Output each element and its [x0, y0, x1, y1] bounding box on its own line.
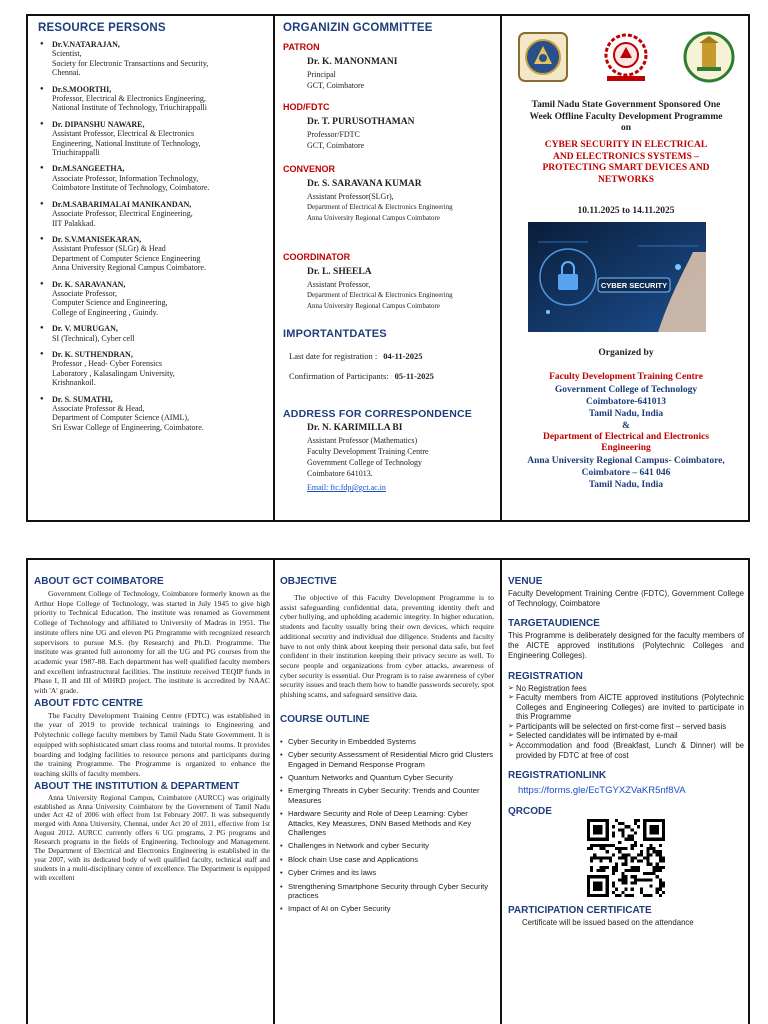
resource-person-detail: National Institute of Technology, Triuchirappalli	[52, 103, 207, 113]
topic-line: NETWORKS	[598, 174, 654, 185]
registration-date-value: 04-11-2025	[383, 351, 423, 361]
resource-person-detail: Associate Professor, Information Technology,	[52, 173, 199, 183]
registration-link-title: REGISTRATIONLINK	[508, 770, 607, 782]
programme-line: Tamil Nadu State Government Sponsored One	[531, 100, 721, 110]
registration-item: ➢ No Registration fees	[508, 684, 744, 694]
convenor-line: Assistant Professor(SLGr),	[307, 192, 394, 201]
about-institution-title: ABOUT THE INSTITUTION & DEPARTMENT	[34, 780, 240, 792]
coordinator-line: Department of Electrical & Electronics Engineering	[307, 291, 453, 299]
convenor-line: Department of Electrical & Electronics Engineering	[307, 203, 453, 211]
org1-line: Tamil Nadu, India	[588, 408, 664, 419]
course-topic: • Hardware Security and Role of Deep Learning: Cyber Attacks, Key Measures, DNN Based Methods and Key Challenges	[280, 809, 494, 837]
resource-person-detail: Professor, Electrical & Electronics Engineering,	[52, 94, 206, 104]
convenor-line: Anna University Regional Campus Coimbatore	[307, 214, 440, 222]
coordinator-line: Assistant Professor,	[307, 280, 371, 289]
certificate-title: PARTICIPATION CERTIFICATE	[508, 905, 652, 917]
target-audience-title: TARGETAUDIENCE	[508, 618, 600, 630]
about-institution-text: Anna University Regional Campus, Coimbatore (AURCC) was originally established as Anna University Coimbatore by the Government of Tamil Nadu under Act 42 of 2006 with effect from 1st February 2007. It was subsequently merged with Anna University, Chennai, under Act 20 of 2011, effective from 1st August 2012. AURCC currently offers 6 UG programs, 2 PG programs and Research programs in the fields of Engineering, Technology and Management. The Department of Electrical and Electronics Engineering is established in the year 2007, with its dedicated body of well qualified faculty, technical staff and students in a multi-disciplinary centre of excellence. The Department is equipped with excellent	[34, 793, 270, 882]
registration-date-row	[289, 346, 496, 366]
important-dates-block	[283, 328, 496, 386]
organized-by: Organized by	[598, 348, 654, 358]
convenor-role: CONVENOR	[283, 164, 336, 174]
hod-line: GCT, Coimbatore	[307, 141, 365, 150]
resource-person	[40, 85, 270, 113]
confirmation-date-value: 05-11-2025	[394, 371, 434, 381]
course-topic: • Challenges in Network and cyber Security	[280, 841, 494, 850]
resource-person-detail: Society for Electronic Transactions and Security,	[52, 58, 209, 68]
registration-link[interactable]: https://forms.gle/EcTGYXZVaKR5nf8VA	[518, 785, 686, 797]
resource-person-detail: Assistant Professor (SLGr) & Head	[52, 244, 166, 254]
committee-title: ORGANIZIN GCOMMITTEE	[283, 22, 433, 34]
resource-person	[40, 395, 270, 433]
course-topic: • Block chain Use case and Applications	[280, 855, 494, 864]
org1-name: Faculty Development Training Centre	[549, 372, 703, 382]
resource-person-detail: Professor , Head- Cyber Forensics	[52, 359, 162, 369]
patron-line: Principal	[307, 70, 336, 79]
patron-line: GCT, Coimbatore	[307, 81, 365, 90]
resource-person	[40, 164, 270, 192]
resource-person-detail: Department of Computer Science Engineering	[52, 253, 201, 263]
course-outline-title: COURSE OUTLINE	[280, 713, 370, 725]
patron-block	[283, 42, 496, 91]
organizers	[506, 372, 746, 491]
resource-person	[40, 350, 270, 388]
objective-title: OBJECTIVE	[280, 576, 337, 587]
programme-heading	[506, 100, 746, 135]
registration-list	[508, 684, 744, 761]
course-topic: • Cyber Crimes and its laws	[280, 868, 494, 877]
org2-name: Department of Electrical and Electronics	[542, 431, 710, 442]
resource-person-detail: IIT Palakkad.	[52, 218, 96, 228]
hod-line: Professor/FDTC	[307, 130, 360, 139]
resource-person-detail: Triuchirappalli	[52, 148, 100, 158]
registration-date-label: Last date for registration :	[289, 351, 378, 361]
about-fdtc-text: The Faculty Development Training Centre (FDTC) was established in the year of 2019 to provide technical trainings to Engineering and Polytechnic college faculty members by Tamil Nadu State Government. It is equipped with sophisticated smart class rooms and tutorial rooms. It provides boarding and lodging facilities to resource persons and participants during the training Programme. The Programme is organized to enhance the teaching skills of faculty members.	[34, 710, 270, 778]
registration-item: ➢ Participants will be selected on first-come first – served basis	[508, 722, 744, 732]
coordinator-line: Anna University Regional Campus Coimbatore	[307, 302, 440, 310]
org2-line: Anna University Regional Campus- Coimbatore,	[527, 455, 725, 466]
resource-person-detail: Anna University Regional Campus Coimbatore.	[52, 263, 206, 273]
qr-code-title: QRCODE	[508, 806, 552, 818]
resource-person	[40, 120, 270, 158]
resource-person-detail: Associate Professor, Electrical Engineering,	[52, 209, 193, 219]
resource-person-name: ● Dr.M.SANGEETHA,	[52, 164, 125, 174]
registration-item: ➢ Selected candidates will be intimated by e-mail	[508, 731, 744, 741]
registration-title: REGISTRATION	[508, 670, 583, 682]
address-line: Assistant Professor (Mathematics)	[307, 436, 418, 445]
address-line: Government College of Technology	[307, 458, 423, 467]
resource-person	[40, 280, 270, 318]
coordinator-block	[283, 252, 496, 312]
address-line: Faculty Development Training Centre	[307, 447, 429, 456]
anna-university-logo-icon	[599, 30, 653, 84]
resource-person-name: ● Dr. V. MURUGAN,	[52, 324, 118, 334]
resource-person-name: ● Dr.M.SABARIMALAI MANIKANDAN,	[52, 199, 192, 209]
course-topic: • Strengthening Smartphone Security through Cyber Security practices	[280, 882, 494, 901]
about-fdtc-title: ABOUT FDTC CENTRE	[34, 697, 143, 709]
certificate-text: Certificate will be issued based on the attendance	[522, 918, 694, 928]
cyber-security-image	[528, 222, 706, 332]
about-gct-text: Government College of Technology, Coimbatore formerly known as the Arthur Hope College of Technology, was started in July 1945 to give high priority to Technical Education. The institute was renamed as Government College of Technology and affiliated to University of Madras in 1951. The institute offers nine UG and eleven PG Programme with recognized research supervisors to pursue M.S. (by Research) and Ph.D. Programme. The institute was granted full autonomy for all the UG and PG courses from the academic year 1987-88. Each department has well qualified faculty members and excellent infrastructural facilities. The institute received TEQIP funds in Phase I, II and III of MHRD project. The institute is accredited by NAAC with 'A' grade.	[34, 589, 270, 696]
venue-text: Faculty Development Training Centre (FDTC), Government College of Technology, Coimbatore	[508, 589, 744, 608]
resource-person-detail: Krishnankoil.	[52, 378, 96, 388]
confirmation-date-row	[289, 366, 496, 386]
topic-line: CYBER SECURITY IN ELECTRICAL	[544, 140, 708, 150]
hod-role: HOD/FDTC	[283, 102, 330, 112]
resource-person-detail: College of Engineering , Guindy.	[52, 307, 159, 317]
resource-person-detail: Associate Professor & Head,	[52, 404, 145, 413]
programme-line: on	[620, 123, 632, 133]
objective-text: The objective of this Faculty Development Programme is to assist safeguarding confidential data, preventing identity theft and cyber bullying, and upholding academic integrity. In higher education, students and faculty usually bring their own devices, which require additional security and individual due diligence. Students and faculty have to not only think about keeping their personal data safe, but feel confident in their institution keeping their privacy secure as well. To secure people and organizations from cyber attacks, awareness of cyber security is essential. Our Program is to raise awareness of cyber security issues and teach them how to handle passwords securely, spot phishing scams, and safeguard sensitive data.	[280, 593, 494, 700]
committee-column	[275, 16, 502, 520]
confirmation-date-label: Confirmation of Participants:	[289, 371, 389, 381]
target-audience-text: This Programme is deliberately designed for the faculty members of the AICTE approved institutions (Polytechnic Colleges and Engineering Colleges).	[508, 631, 744, 660]
hod-block	[283, 102, 496, 151]
cyber-image-label: CYBER SECURITY	[600, 281, 668, 290]
org1-line: Government College of Technology	[554, 384, 698, 395]
brochure-back	[26, 558, 750, 1024]
resource-person	[40, 324, 270, 343]
address-name: Dr. N. KARIMILLA BI	[307, 423, 403, 433]
course-outline-list	[280, 737, 494, 914]
topic-line: PROTECTING SMART DEVICES AND	[542, 163, 710, 173]
course-topic: • Cyber Security in Embedded Systems	[280, 737, 494, 746]
qr-code-icon[interactable]	[587, 819, 665, 897]
topic-line: AND ELECTRONICS SYSTEMS –	[553, 151, 699, 162]
resource-person-name: ● Dr. K. SUTHENDRAN,	[52, 349, 133, 359]
org2-line: Coimbatore – 641 046	[581, 467, 671, 478]
resource-person-name: ● Dr.V.NATARAJAN,	[52, 40, 120, 49]
tamil-nadu-emblem-icon	[682, 30, 736, 84]
patron-name: Dr. K. MANONMANI	[307, 57, 398, 67]
programme-topic	[506, 140, 746, 186]
email-link[interactable]: Email: ftc.fdp@gct.ac.in	[307, 483, 386, 492]
brochure-front	[26, 14, 750, 522]
registration-item: ➢ Accommodation and food (Breakfast, Lunch & Dinner) will be provided by FDTC at free of cost	[508, 741, 744, 760]
patron-role: PATRON	[283, 42, 320, 52]
registration-item: ➢ Faculty members from AICTE approved institutions (Polytechnic Colleges and Engineering Colleges) are invited to participate in this Programme	[508, 693, 744, 722]
resource-persons-title: RESOURCE PERSONS	[38, 22, 166, 34]
resource-persons-column	[28, 16, 274, 520]
objective-column	[280, 560, 494, 1024]
resource-person-detail: Scientist,	[52, 49, 82, 59]
programme-dates: 10.11.2025 to 14.11.2025	[577, 206, 675, 216]
about-gct-title: ABOUT GCT COIMBATORE	[34, 576, 164, 587]
address-title: ADDRESS FOR CORRESPONDENCE	[283, 408, 472, 420]
resource-person	[40, 200, 270, 228]
org2-name: Engineering	[601, 443, 651, 453]
resource-person-detail: Assistant Professor, Electrical & Electronics	[52, 129, 195, 139]
resource-person-name: ● Dr.S.MOORTHI,	[52, 84, 112, 94]
course-topic: • Emerging Threats in Cyber Security: Trends and Counter Measures	[280, 786, 494, 805]
gct-logo-icon	[516, 30, 570, 84]
convenor-block	[283, 164, 496, 224]
programme-line: Week Offline Faculty Development Programme	[529, 111, 723, 122]
resource-person-name: ● Dr. K. SARAVANAN,	[52, 279, 126, 289]
about-column	[34, 560, 270, 1024]
address-line: Coimbatore 641013.	[307, 469, 373, 478]
coordinator-name: Dr. L. SHEELA	[307, 267, 372, 277]
resource-person-detail: Associate Professor,	[52, 288, 117, 298]
resource-person-detail: Laboratory , Kalasalingam University,	[52, 368, 175, 378]
hod-name: Dr. T. PURUSOTHAMAN	[307, 117, 415, 127]
resource-person-detail: Computer Science and Engineering,	[52, 298, 168, 308]
address-block	[283, 408, 496, 494]
resource-person-detail: Coimbatore Institute of Technology, Coimbatore.	[52, 183, 210, 193]
coordinator-role: COORDINATOR	[283, 252, 351, 262]
resource-person-detail: Sri Eswar College of Engineering, Coimbatore.	[52, 422, 204, 432]
resource-persons-list	[40, 40, 270, 439]
resource-person-detail: Department of Computer Science (AIML),	[52, 413, 190, 423]
course-topic: • Quantum Networks and Quantum Cyber Security	[280, 773, 494, 782]
resource-person-name: ● Dr. DIPANSHU NAWARE,	[52, 119, 145, 129]
org2-line: Tamil Nadu, India	[588, 479, 664, 490]
resource-person-detail: Chennai.	[52, 68, 81, 78]
resource-person-name: ● Dr. S. SUMATHI,	[52, 394, 113, 404]
important-dates-title: IMPORTANTDATES	[283, 328, 387, 340]
resource-person-detail: Engineering, National Institute of Technology,	[52, 138, 201, 148]
venue-title: VENUE	[508, 576, 543, 587]
resource-person	[40, 235, 270, 273]
info-column	[508, 560, 744, 1024]
resource-person	[40, 40, 270, 78]
resource-person-detail: SI (Technical), Cyber cell	[52, 333, 135, 343]
org1-line: &	[622, 420, 630, 431]
course-topic: • Impact of AI on Cyber Security	[280, 904, 494, 913]
org1-line: Coimbatore-641013	[585, 396, 667, 407]
convenor-name: Dr. S. SARAVANA KUMAR	[307, 179, 422, 189]
resource-person-name: ● Dr. S.V.MANISEKARAN,	[52, 234, 142, 244]
logo-row	[516, 22, 736, 92]
title-column	[502, 16, 750, 520]
course-topic: • Cyber security Assessment of Residential Micro grid Clusters Engaged in Demand Response Program	[280, 750, 494, 769]
